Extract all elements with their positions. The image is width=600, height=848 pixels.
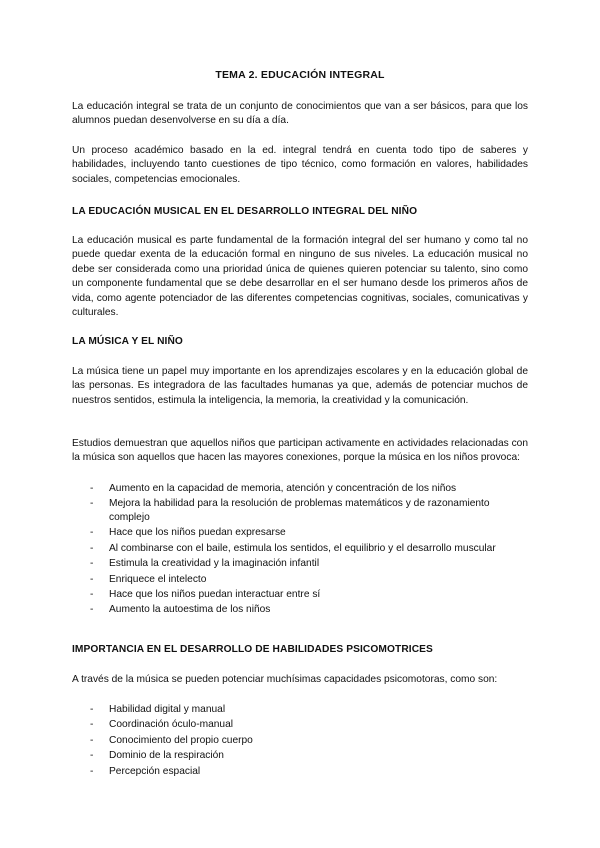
list-item-text: Habilidad digital y manual <box>109 704 226 715</box>
list-item <box>72 718 528 732</box>
paragraph-music-education: La educación musical es parte fundamental de la formación integral del ser humano y como tal no puede quedar exenta de la educación formal en ninguno de sus niveles. La educación musical no debe ser considerada como una prioridad única de quienes quieren potenciar su talento, sino como un componente fundamental que se debe desarrollar en el ser humano desde los primeros años de vida, como agente potenciador de las diferentes competencias cognitivas, sociales, comunicativas y culturales. <box>72 235 528 319</box>
list-item <box>72 542 528 556</box>
list-item <box>72 497 528 524</box>
psychomotor-list <box>72 703 528 780</box>
list-item-text: Dominio de la respiración <box>109 750 224 762</box>
list-item <box>72 765 528 779</box>
bullet-dash: - <box>90 750 94 762</box>
benefits-list <box>72 482 528 619</box>
bullet-dash: - <box>90 527 94 539</box>
page-title: TEMA 2. EDUCACIÓN INTEGRAL <box>215 69 385 81</box>
heading-psychomotor: IMPORTANCIA EN EL DESARROLLO DE HABILIDADES PSICOMOTRICES <box>72 644 433 655</box>
list-item-text: Estimula la creatividad y la imaginación infantil <box>109 558 320 570</box>
heading-music-education: LA EDUCACIÓN MUSICAL EN EL DESARROLLO INTEGRAL DEL NIÑO <box>72 206 418 217</box>
paragraph-psychomotor: A través de la música se pueden potenciar muchísimas capacidades psicomotoras, como son: <box>72 674 498 685</box>
list-item-text: Aumento la autoestima de los niños <box>109 604 271 616</box>
bullet-dash: - <box>90 704 94 715</box>
list-item-text: Al combinarse con el baile, estimula los sentidos, el equilibrio y el desarrollo muscular <box>109 542 496 554</box>
list-item-text: Percepción espacial <box>109 765 201 777</box>
list-item <box>72 482 528 496</box>
bullet-dash: - <box>90 558 94 570</box>
paragraph-process: Un proceso académico basado en la ed. integral tendrá en cuenta todo tipo de saberes y habilidades, incluyendo tanto cuestiones de tipo técnico, como formación en valores, habilidades sociales, competencias emocionales. <box>72 145 528 185</box>
bullet-dash: - <box>90 719 94 731</box>
bullet-dash: - <box>90 483 94 494</box>
list-item <box>72 573 528 587</box>
bullet-dash: - <box>90 573 94 585</box>
list-item-text: Coordinación óculo-manual <box>109 719 234 731</box>
list-item <box>72 749 528 763</box>
list-item-text: Enriquece el intelecto <box>109 573 207 585</box>
list-item-text: Hace que los niños puedan interactuar entre sí <box>109 588 321 600</box>
list-item <box>72 603 528 617</box>
paragraph-music-role: La música tiene un papel muy importante en los aprendizajes escolares y en la educación global de las personas. Es integradora de las facultades humanas ya que, además de potenciar muchos de nuestros sentidos, estimula la inteligencia, la memoria, la creatividad y la comunicación. <box>72 366 528 406</box>
bullet-dash: - <box>90 542 94 554</box>
bullet-dash: - <box>90 604 94 616</box>
list-item <box>72 734 528 748</box>
bullet-dash: - <box>90 588 94 600</box>
bullet-dash: - <box>90 734 94 746</box>
list-item-text: Hace que los niños puedan expresarse <box>109 527 286 539</box>
list-item-text: Aumento en la capacidad de memoria, atención y concentración de los niños <box>109 483 457 494</box>
list-item <box>72 703 528 717</box>
list-item <box>72 526 528 540</box>
list-item-text: Mejora la habilidad para la resolución de problemas matemáticos y de razonamiento complejo <box>109 498 490 523</box>
bullet-dash: - <box>90 765 94 777</box>
paragraph-intro: La educación integral se trata de un conjunto de conocimientos que van a ser básicos, para que los alumnos puedan desenvolverse en su día a día. <box>72 101 528 127</box>
list-item <box>72 557 528 571</box>
list-item <box>72 588 528 602</box>
paragraph-studies: Estudios demuestran que aquellos niños que participan activamente en actividades relacionadas con la música son aquellos que hacen las mayores conexiones, porque la música en los niños provoca: <box>72 438 528 464</box>
bullet-dash: - <box>90 498 94 510</box>
list-item-text: Conocimiento del propio cuerpo <box>109 734 253 746</box>
heading-music-and-child: LA MÚSICA Y EL NIÑO <box>72 336 183 347</box>
